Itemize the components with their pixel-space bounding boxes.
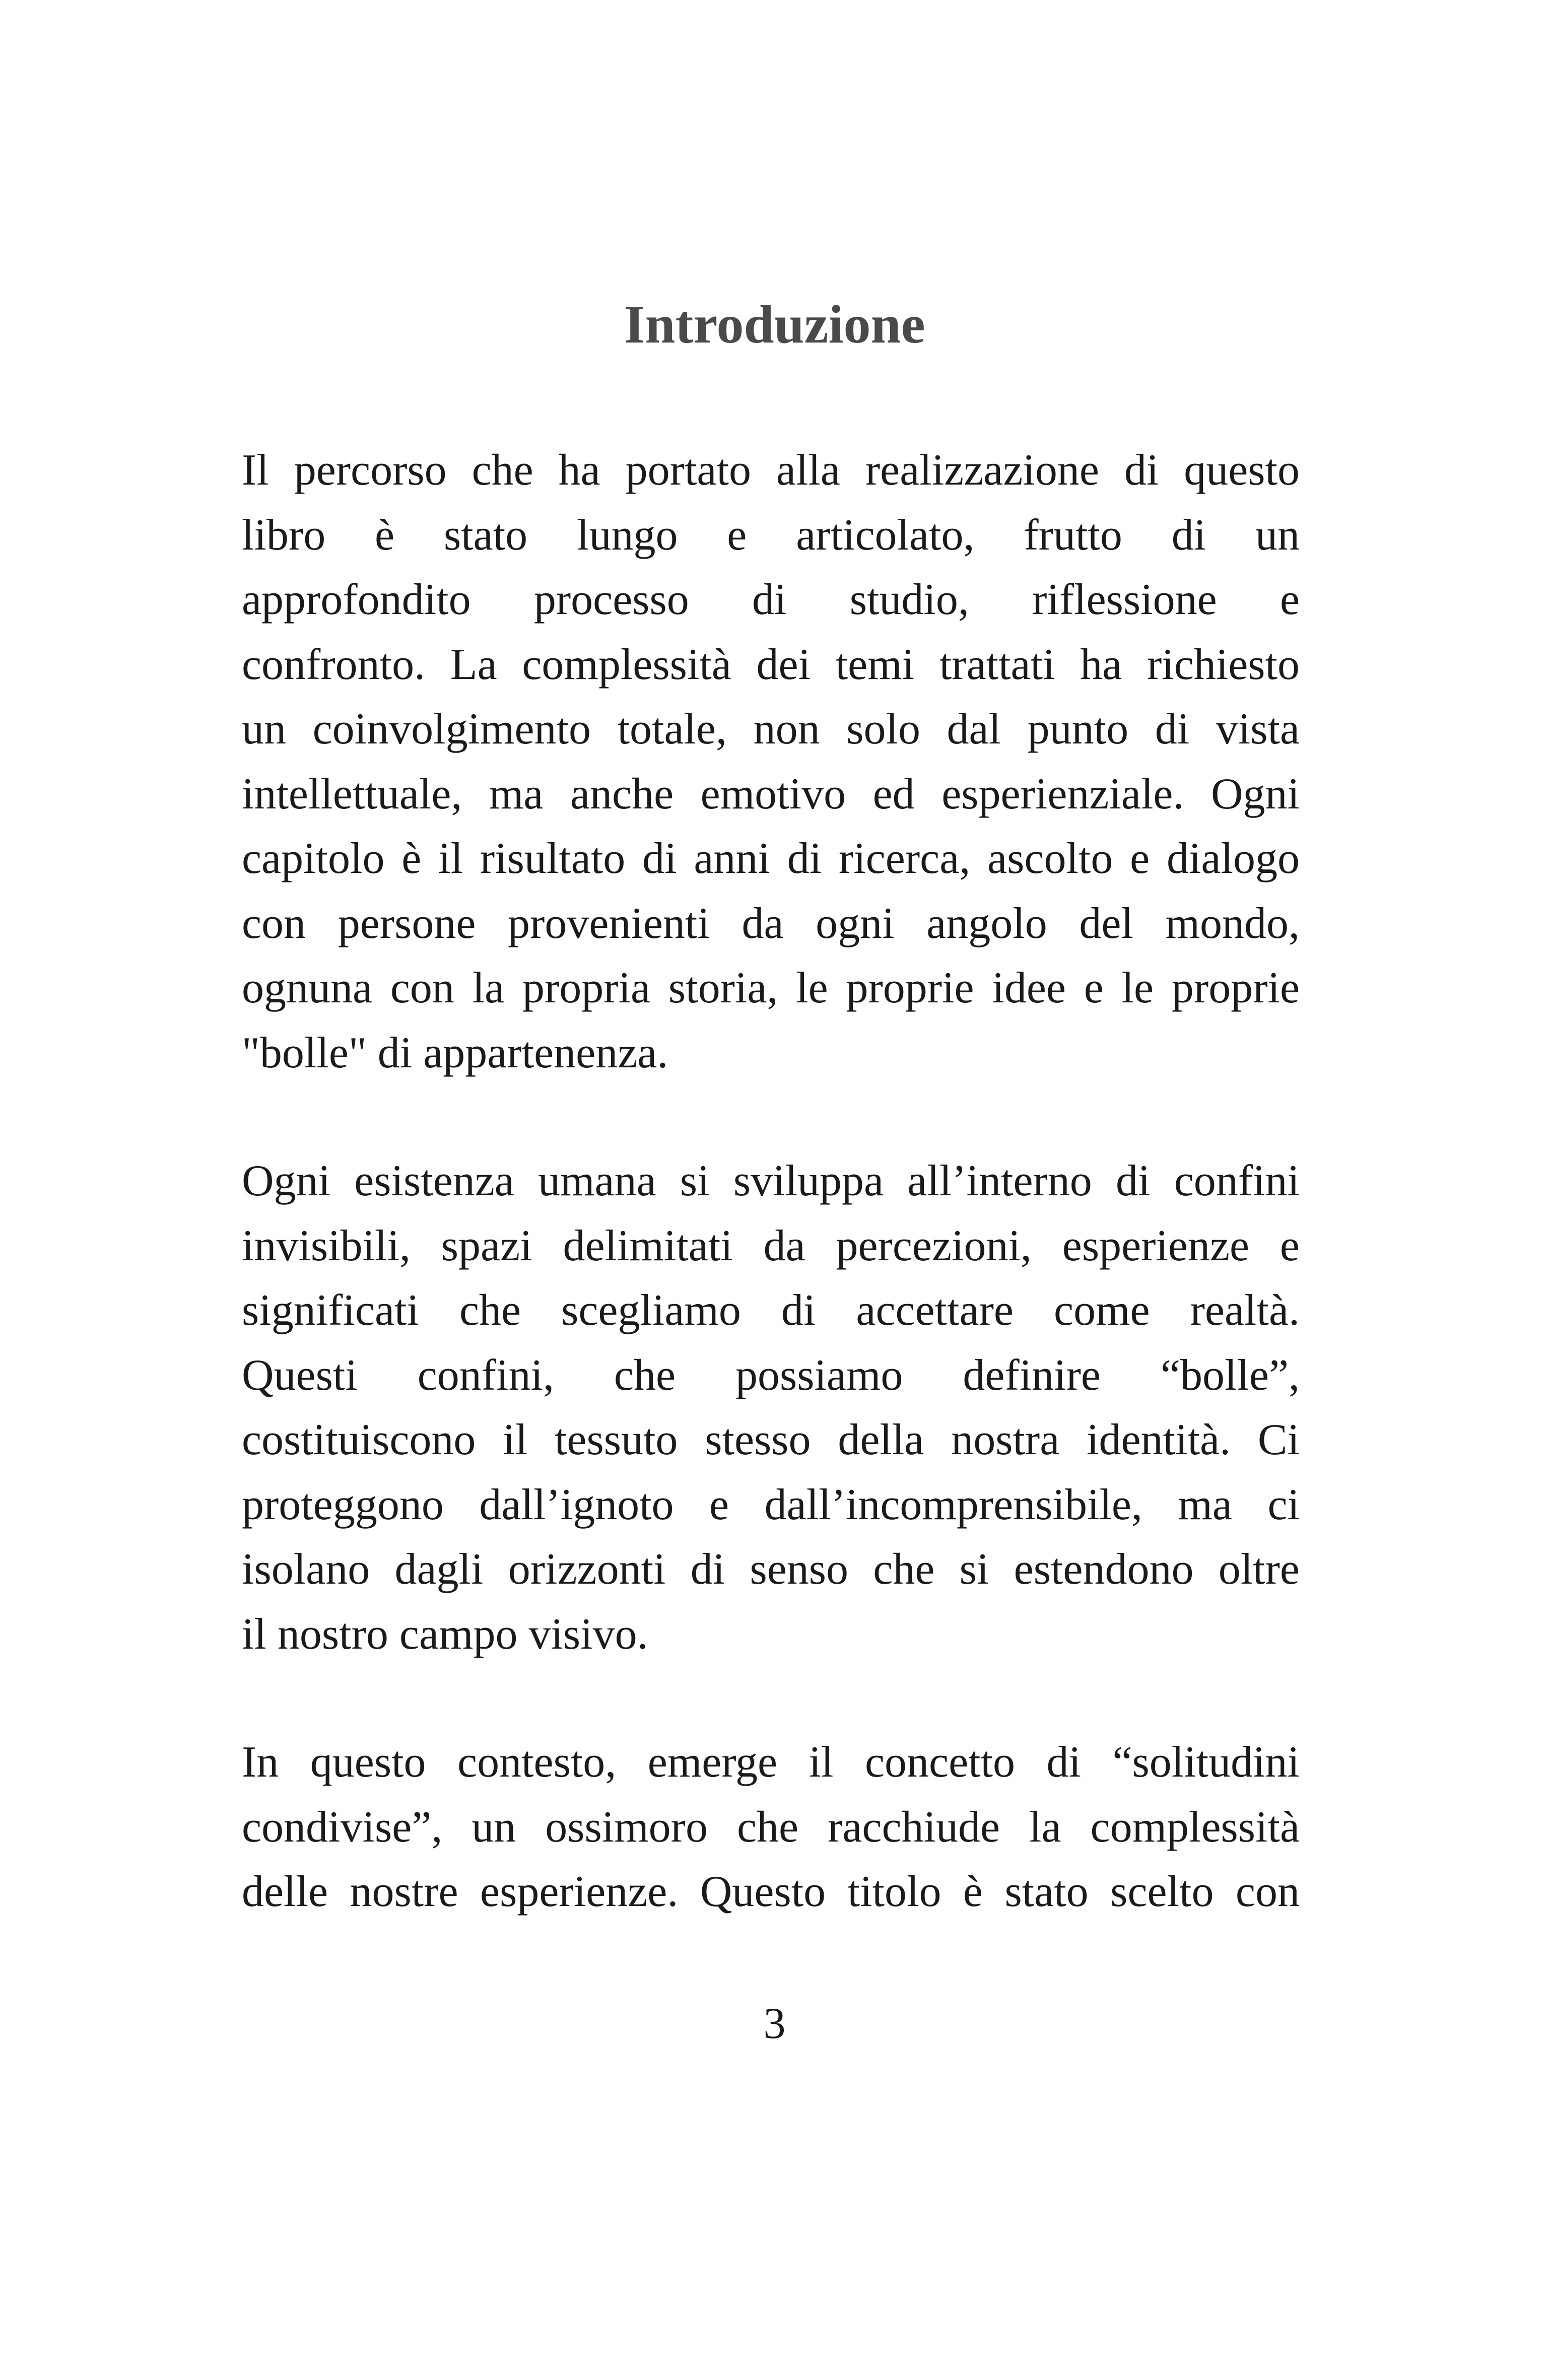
text-line: capitolo è il risultato di anni di ricerca, ascolto e dialogo bbox=[242, 834, 1300, 883]
text-line: isolano dagli orizzonti di senso che si estendono oltre bbox=[242, 1545, 1300, 1594]
text-line: "bolle" di appartenenza. bbox=[242, 1028, 668, 1077]
text-line: il nostro campo visivo. bbox=[242, 1609, 648, 1659]
text-line: Questi confini, che possiamo definire “bolle”, bbox=[242, 1350, 1300, 1400]
text-line: costituiscono il tessuto stesso della nostra identità. Ci bbox=[242, 1415, 1300, 1464]
paragraph-2 bbox=[242, 1149, 1300, 1667]
text-line: significati che scegliamo di accettare come realtà. bbox=[242, 1286, 1300, 1335]
text-line: Il percorso che ha portato alla realizzazione di questo bbox=[242, 446, 1300, 495]
text-line: libro è stato lungo e articolato, frutto di un bbox=[242, 510, 1300, 560]
text-line: In questo contesto, emerge il concetto di “solitudini bbox=[242, 1738, 1300, 1787]
body-text bbox=[242, 438, 1300, 1988]
text-line: proteggono dall’ignoto e dall’incomprensibile, ma ci bbox=[242, 1480, 1300, 1529]
text-line: ognuna con la propria storia, le proprie idee e le proprie bbox=[242, 964, 1300, 1012]
text-line: invisibili, spazi delimitati da percezioni, esperienze e bbox=[242, 1221, 1300, 1270]
text-line: intellettuale, ma anche emotivo ed esperienziale. Ogni bbox=[242, 769, 1300, 819]
text-line: un coinvolgimento totale, non solo dal punto di vista bbox=[242, 705, 1300, 754]
chapter-title: Introduzione bbox=[624, 295, 925, 355]
paragraph-1 bbox=[242, 438, 1300, 1085]
text-line: condivise”, un ossimoro che racchiude la complessità bbox=[242, 1802, 1300, 1852]
text-line: delle nostre esperienze. Questo titolo è stato scelto con bbox=[242, 1867, 1300, 1916]
text-line: confronto. La complessità dei temi trattati ha richiesto bbox=[242, 640, 1300, 689]
page-number: 3 bbox=[763, 1999, 786, 2048]
paragraph-3 bbox=[242, 1730, 1300, 1925]
text-line: con persone provenienti da ogni angolo del mondo, bbox=[242, 899, 1300, 948]
text-line: approfondito processo di studio, riflessione e bbox=[242, 575, 1300, 624]
text-line: Ogni esistenza umana si sviluppa all’interno di confini bbox=[242, 1157, 1300, 1205]
